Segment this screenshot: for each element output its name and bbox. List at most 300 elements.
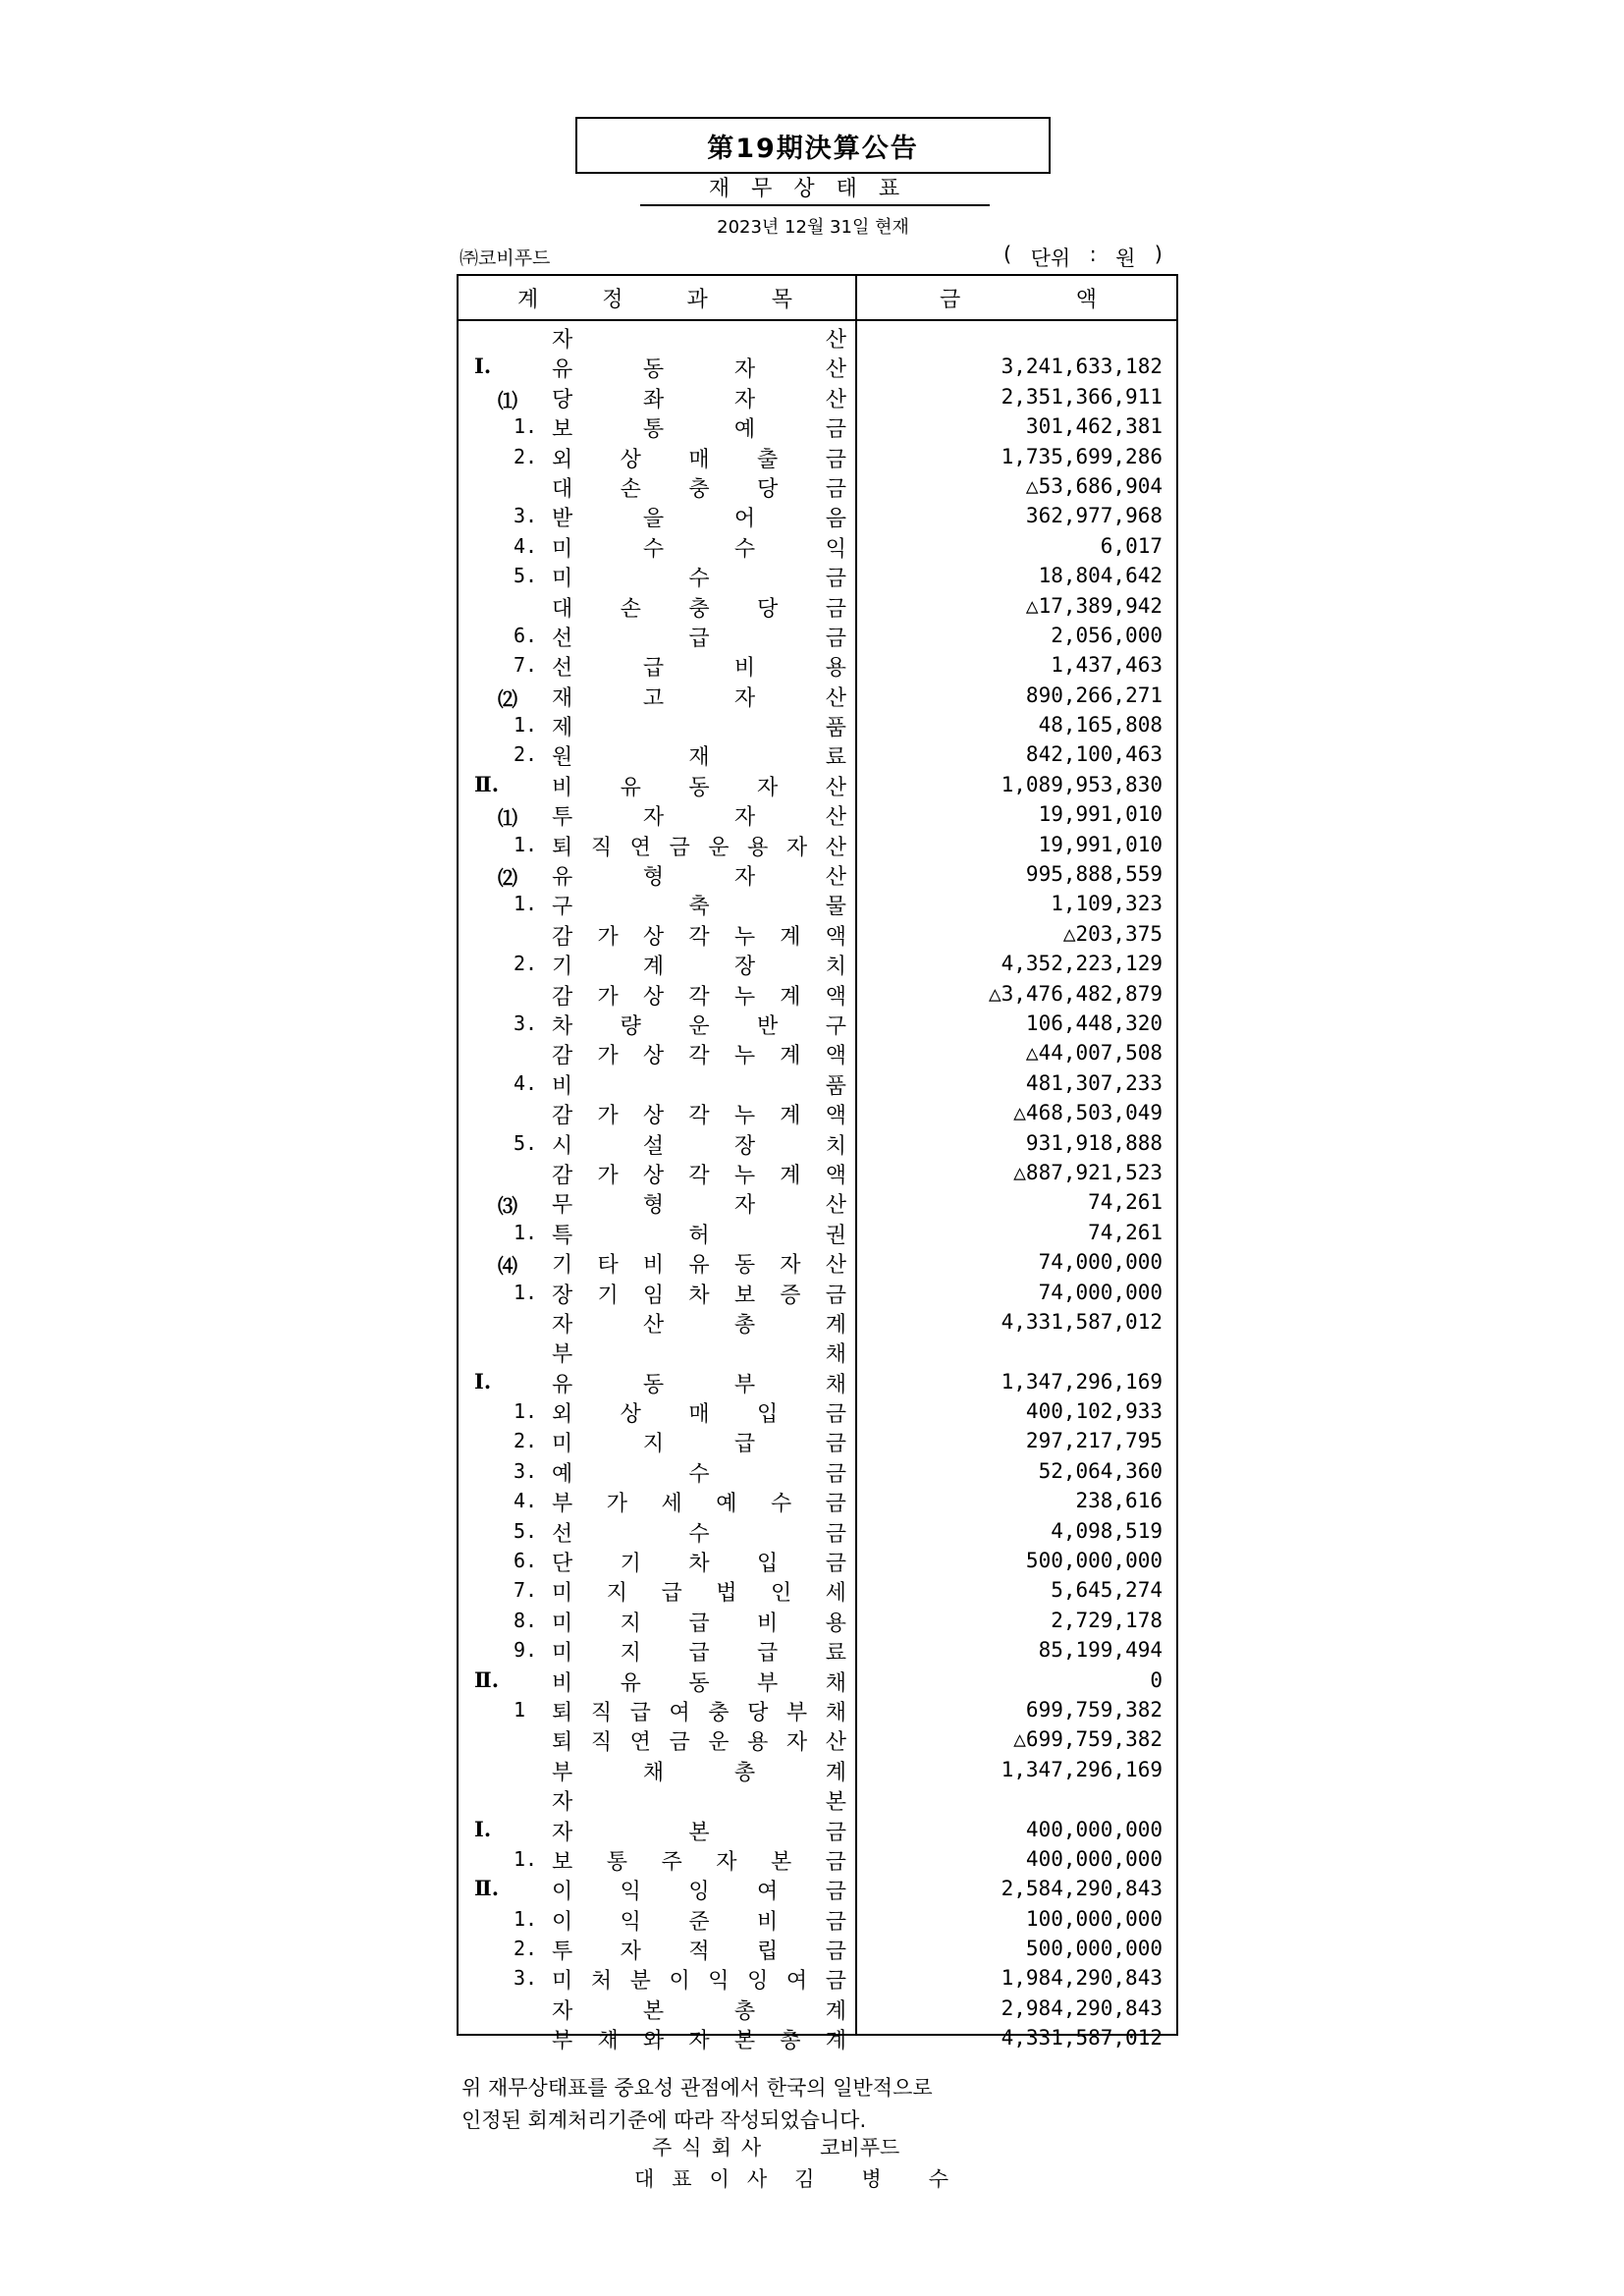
account-label-char: 예 [716, 1492, 737, 1517]
account-label-char: 운 [708, 835, 730, 860]
account-label-char: 임 [642, 1283, 665, 1308]
table-row [459, 2022, 1176, 2054]
account-label-char: 물 [825, 895, 846, 920]
account-label-char: 대 [552, 476, 573, 502]
account-label-char: 받 [552, 507, 573, 532]
account-label-char: 자 [785, 835, 808, 860]
amount-cell: 2,584,290,843 [1001, 1877, 1163, 1901]
account-label-char: 지 [642, 1432, 665, 1457]
account-label-char: 수 [642, 536, 665, 562]
amount-cell: 19,991,010 [1038, 832, 1163, 856]
account-label-char: 급 [688, 1641, 710, 1667]
account-label-char: 보 [733, 1283, 756, 1308]
amount-cell: 1,089,953,830 [1001, 772, 1163, 796]
account-label-char: 자 [552, 1998, 573, 2024]
account-label-char: 수 [733, 536, 756, 562]
account-label-char: 산 [825, 387, 846, 412]
account-label-char: 가 [606, 1492, 627, 1517]
account-label-char: 계 [780, 924, 801, 950]
table-row [459, 1873, 1176, 1905]
table-row [459, 1097, 1176, 1129]
table-row [459, 888, 1176, 920]
section-roman-numeral: Ⅰ. [474, 1368, 492, 1394]
account-label-char: 산 [825, 357, 846, 383]
amount-cell: 400,102,933 [1025, 1399, 1163, 1424]
account-label-char: 장 [733, 1133, 756, 1159]
item-number: 7. [514, 1578, 538, 1603]
amount-header-char: 액 [1075, 287, 1097, 312]
account-label [552, 1905, 846, 1936]
table-row [459, 1246, 1176, 1279]
unit-char: ( [1003, 243, 1012, 266]
account-label-char: 충 [688, 476, 710, 502]
table-row [459, 441, 1176, 470]
account-label [552, 740, 846, 771]
amount-cell: 2,351,366,911 [1001, 384, 1163, 409]
item-number: 3. [514, 1011, 538, 1035]
table-row [459, 560, 1176, 592]
item-number: 1. [514, 1906, 538, 1931]
account-label-char: 연 [629, 1730, 651, 1756]
account-label-char: 자 [785, 1730, 808, 1756]
account-label-char: 유 [552, 1372, 573, 1397]
amount-cell: 1,347,296,169 [1001, 1757, 1163, 1781]
account-label-char: 산 [825, 1253, 846, 1279]
account-label-char: 용 [747, 1730, 769, 1756]
table-row [459, 470, 1176, 500]
account-label-char: 처 [590, 1969, 613, 1995]
account-label-char: 익 [825, 536, 846, 562]
account-label-char: 재 [688, 745, 710, 771]
item-number: 4. [514, 533, 538, 558]
account-label-char: 보 [552, 1849, 573, 1875]
account-label-char: 금 [669, 1730, 690, 1756]
account-label-char: 각 [688, 924, 710, 950]
account-label [552, 353, 846, 383]
account-label-char: 미 [552, 536, 573, 562]
account-label-char: 부 [785, 1700, 808, 1725]
account-label [552, 831, 846, 861]
account-label [552, 980, 846, 1011]
item-number: 2. [514, 742, 538, 767]
table-row [459, 1425, 1176, 1457]
amount-cell: 400,000,000 [1025, 1846, 1163, 1871]
account-label-char: 투 [552, 1940, 573, 1965]
amount-cell: 1,347,296,169 [1001, 1369, 1163, 1394]
account-label-char: 감 [552, 1044, 573, 1069]
account-label-char: 비 [733, 656, 756, 682]
account-label-char: 상 [642, 984, 665, 1010]
account-label [552, 1576, 846, 1607]
table-row [459, 709, 1176, 741]
account-label-char: 유 [620, 1670, 641, 1696]
account-label-char: 대 [552, 596, 573, 622]
account-label-char: 금 [825, 626, 846, 651]
table-row [459, 1455, 1176, 1485]
account-label [552, 472, 846, 503]
amount-column-header [940, 276, 1097, 319]
amount-cell: 85,199,494 [1038, 1638, 1163, 1663]
account-label-char: 산 [825, 865, 846, 891]
account-label-char: 시 [552, 1133, 573, 1159]
item-number: 2. [514, 444, 538, 468]
account-label-char: 주 [661, 1849, 682, 1875]
section-roman-numeral: Ⅱ. [474, 1876, 500, 1901]
account-label-char: 금 [825, 1552, 846, 1577]
account-label-char: 입 [757, 1402, 779, 1428]
account-label [552, 502, 846, 532]
account-label-char: 구 [825, 1013, 846, 1039]
table-row [459, 1157, 1176, 1186]
table-row [459, 1694, 1176, 1723]
account-label-char: 인 [770, 1581, 792, 1607]
table-row [459, 798, 1176, 831]
account-label-char: 비 [642, 1253, 665, 1279]
account-label-char: 단 [552, 1552, 573, 1577]
account-label-char: 자 [552, 328, 573, 353]
unit-char: 단위 [1030, 246, 1071, 270]
unit-char: 원 [1115, 246, 1136, 270]
account-label-char: 가 [597, 924, 619, 950]
account-label-char: 익 [620, 1880, 641, 1905]
amount-cell: 74,261 [1088, 1190, 1163, 1215]
account-label-char: 어 [733, 507, 756, 532]
table-row [459, 858, 1176, 891]
section-roman-numeral: Ⅰ. [474, 1816, 492, 1841]
account-label-char: 을 [642, 507, 665, 532]
account-label-char: 액 [825, 924, 846, 950]
account-label-char: 충 [688, 596, 710, 622]
account-label-char: 여 [669, 1700, 690, 1725]
account-label-char: 부 [552, 2029, 573, 2054]
section-roman-numeral: Ⅱ. [474, 771, 500, 796]
account-label-char: 음 [825, 507, 846, 532]
account-label-char: 금 [825, 1820, 846, 1845]
balance-sheet-table [457, 274, 1178, 2054]
unit-label [1003, 243, 1163, 272]
item-number: 2. [514, 1429, 538, 1453]
account-label-char: 액 [825, 984, 846, 1010]
table-row [459, 1037, 1176, 1069]
account-header-char: 목 [771, 287, 792, 312]
account-label-char: 기 [597, 1283, 619, 1308]
account-label-char: 이 [552, 1880, 573, 1905]
account-label-char: 상 [642, 1044, 665, 1069]
amount-cell: △3,476,482,879 [988, 981, 1163, 1006]
account-label-char: 자 [757, 775, 779, 800]
account-label [552, 1725, 846, 1756]
item-number: 8. [514, 1608, 538, 1632]
account-label-char: 이 [552, 1909, 573, 1935]
account-label-char: 가 [597, 1044, 619, 1069]
table-row [459, 1783, 1176, 1816]
account-label-char: 채 [825, 1372, 846, 1397]
account-label-char: 운 [708, 1730, 730, 1756]
account-label-char: 누 [733, 924, 756, 950]
item-number: 1. [514, 713, 538, 738]
table-row [459, 948, 1176, 980]
account-label-char: 액 [825, 1104, 846, 1129]
account-label-char: 자 [733, 865, 756, 891]
account-label-char: 선 [552, 656, 573, 682]
account-label-char: 적 [688, 1940, 710, 1965]
account-label [552, 1696, 846, 1726]
account-label-char: 금 [825, 1940, 846, 1965]
item-number: 1. [514, 832, 538, 856]
table-row [459, 1903, 1176, 1933]
account-label-char: 기 [552, 1253, 573, 1279]
ceo-label: 대표이사 [634, 2167, 785, 2191]
account-header-char: 과 [686, 287, 708, 312]
account-label-char: 동 [642, 357, 665, 383]
account-label-char: 퇴 [552, 1730, 573, 1756]
amount-cell: 1,984,290,843 [1001, 1966, 1163, 1991]
account-label-char: 품 [825, 716, 846, 741]
account-label-char: 감 [552, 1104, 573, 1129]
account-label-char: 투 [552, 805, 573, 831]
table-row [459, 1933, 1176, 1965]
account-label-char: 법 [716, 1581, 737, 1607]
account-label [552, 1279, 846, 1309]
account-label [552, 1547, 846, 1577]
amount-cell: 3,241,633,182 [1001, 355, 1163, 379]
account-label-char: 미 [552, 1611, 573, 1636]
account-label-char: 예 [552, 1461, 573, 1487]
item-number: 4. [514, 1070, 538, 1095]
account-label-char: 계 [825, 2029, 846, 2054]
table-row [459, 649, 1176, 682]
account-label-char: 당 [747, 1700, 769, 1725]
account-label-char: 분 [629, 1969, 651, 1995]
account-label-char: 부 [552, 1342, 573, 1368]
account-label-char: 형 [642, 1193, 665, 1219]
account-label [552, 1069, 846, 1100]
subsection-number: ⑴ [498, 806, 517, 831]
account-label-char: 자 [552, 1312, 573, 1338]
account-label-char: 재 [552, 685, 573, 711]
account-label-char: 자 [552, 1820, 573, 1845]
account-label-char: 누 [733, 1104, 756, 1129]
account-label [552, 1457, 846, 1488]
account-label-char: 유 [688, 1253, 710, 1279]
amount-cell: 4,331,587,012 [1001, 1309, 1163, 1334]
account-label [552, 1099, 846, 1129]
table-row [459, 530, 1176, 560]
account-label-char: 미 [552, 1641, 573, 1667]
account-label-char: 계 [780, 1044, 801, 1069]
account-label-char: 각 [688, 984, 710, 1010]
account-label-char: 채 [597, 2029, 619, 2054]
amount-cell: △53,686,904 [1025, 473, 1163, 498]
item-number: 1 [514, 1697, 526, 1722]
item-number: 1. [514, 1399, 538, 1424]
table-row [459, 1277, 1176, 1306]
table-row [459, 1574, 1176, 1607]
unit-char: ) [1154, 243, 1163, 266]
account-label-char: 직 [590, 835, 613, 860]
subsection-number: ⑵ [498, 866, 517, 891]
account-label-char: 구 [552, 895, 573, 920]
account-label-char: 장 [733, 955, 756, 980]
account-label [552, 711, 846, 741]
account-label-char: 기 [552, 955, 573, 980]
amount-cell: 301,462,381 [1025, 414, 1163, 439]
account-label-char: 유 [552, 865, 573, 891]
footer-line-1: 위 재무상태표를 중요성 관점에서 한국의 일반적으로 [461, 2076, 933, 2100]
account-label-char: 계 [825, 1760, 846, 1785]
account-label-char: 액 [825, 1163, 846, 1188]
table-row [459, 1395, 1176, 1428]
amount-cell: 1,735,699,286 [1001, 444, 1163, 468]
account-label-char: 비 [552, 775, 573, 800]
account-label-char: 급 [688, 1611, 710, 1636]
amount-cell: △699,759,382 [1013, 1727, 1163, 1752]
account-label [552, 1039, 846, 1069]
document-title: 第19期決算公告 [575, 117, 1051, 174]
amount-cell: 74,000,000 [1038, 1250, 1163, 1275]
account-label-char: 용 [825, 656, 846, 682]
account-label [552, 1935, 846, 1965]
table-row [459, 1067, 1176, 1097]
amount-cell: 238,616 [1075, 1489, 1163, 1513]
account-label-char: 상 [620, 447, 641, 472]
account-label-char: 가 [597, 984, 619, 1010]
subsection-number: ⑵ [498, 686, 517, 711]
account-label-char: 산 [825, 805, 846, 831]
account-label-char: 미 [552, 1969, 573, 1995]
table-row [459, 1485, 1176, 1517]
account-header-char: 계 [517, 287, 539, 312]
account-label-char: 비 [552, 1073, 573, 1099]
amount-cell: 4,352,223,129 [1001, 952, 1163, 976]
item-number: 3. [514, 504, 538, 528]
account-label-char: 각 [688, 1163, 710, 1188]
account-label [552, 1248, 846, 1279]
account-label-char: 익 [620, 1909, 641, 1935]
account-label-char: 금 [825, 476, 846, 502]
account-label-char: 본 [642, 1998, 665, 2024]
amount-cell: 2,056,000 [1051, 623, 1163, 647]
account-label [552, 592, 846, 623]
account-label-char: 급 [733, 1432, 756, 1457]
table-row [459, 620, 1176, 649]
item-number: 6. [514, 1549, 538, 1573]
account-label-char: 세 [825, 1581, 846, 1607]
item-number: 1. [514, 414, 538, 439]
account-label-char: 자 [733, 387, 756, 412]
account-label-char: 손 [620, 476, 641, 502]
amount-cell: 297,217,795 [1025, 1429, 1163, 1453]
account-label-char: 금 [825, 596, 846, 622]
account-label-char: 본 [770, 1849, 792, 1875]
account-label-char: 금 [825, 1492, 846, 1517]
amount-cell: 890,266,271 [1025, 683, 1163, 707]
account-label-char: 립 [757, 1940, 779, 1965]
item-number: 7. [514, 653, 538, 678]
account-label-char: 본 [688, 1820, 710, 1845]
account-label-char: 본 [825, 1790, 846, 1816]
account-label-char: 차 [552, 1013, 573, 1039]
account-label-char: 자 [642, 805, 665, 831]
account-label [552, 1756, 846, 1786]
amount-cell: 0 [1150, 1667, 1163, 1692]
table-row [459, 1754, 1176, 1783]
table-row [459, 351, 1176, 383]
account-label-char: 손 [620, 596, 641, 622]
account-label-char: 계 [780, 984, 801, 1010]
item-number: 1. [514, 892, 538, 916]
account-label-char: 외 [552, 1402, 573, 1428]
company-name: ㈜코비푸드 [460, 247, 551, 269]
account-label-char: 각 [688, 1104, 710, 1129]
account-label-char: 보 [552, 417, 573, 443]
account-label [552, 1816, 846, 1846]
amount-cell: 18,804,642 [1038, 564, 1163, 588]
account-label-char: 용 [747, 835, 769, 860]
ceo-signature [634, 2163, 996, 2193]
account-label [552, 1487, 846, 1517]
account-label-char: 가 [597, 1163, 619, 1188]
account-label-char: 수 [688, 567, 710, 592]
statement-date: 2023년 12월 31일 현재 [717, 217, 909, 238]
table-row [459, 680, 1176, 709]
account-label-char: 지 [606, 1581, 627, 1607]
account-label-char: 수 [688, 1521, 710, 1547]
item-number: 5. [514, 1130, 538, 1155]
account-label-char: 금 [825, 1402, 846, 1428]
account-label-char: 자 [552, 1790, 573, 1816]
item-number: 2. [514, 1937, 538, 1961]
amount-cell: 4,098,519 [1051, 1518, 1163, 1543]
account-label-char: 자 [780, 1253, 801, 1279]
account-label-char: 급 [688, 626, 710, 651]
table-row [459, 769, 1176, 798]
account-label [552, 1875, 846, 1905]
amount-cell: 52,064,360 [1038, 1458, 1163, 1483]
account-label-char: 상 [620, 1402, 641, 1428]
account-label-char: 특 [552, 1223, 573, 1248]
account-label-char: 부 [552, 1492, 573, 1517]
subsection-number: ⑷ [498, 1254, 517, 1279]
statement-subtitle: 재무상태표 [640, 175, 990, 206]
amount-cell: 400,000,000 [1025, 1817, 1163, 1841]
account-label-char: 잉 [688, 1880, 710, 1905]
account-label-char: 계 [780, 1163, 801, 1188]
account-label-char: 누 [733, 984, 756, 1010]
item-number: 2. [514, 952, 538, 976]
account-label-char: 퇴 [552, 835, 573, 860]
table-row [459, 1186, 1176, 1219]
item-number: 5. [514, 564, 538, 588]
corporation-label: 주식회사 [652, 2136, 772, 2159]
account-label-char: 총 [733, 1998, 756, 2024]
account-label-char: 계 [825, 1312, 846, 1338]
account-label-char: 금 [825, 417, 846, 443]
account-label-char: 무 [552, 1193, 573, 1219]
account-label-char: 제 [552, 716, 573, 741]
amount-cell: 481,307,233 [1025, 1070, 1163, 1095]
account-label-char: 비 [757, 1909, 779, 1935]
table-row [459, 918, 1176, 948]
account-label-char: 료 [825, 1641, 846, 1667]
corporation-signature [652, 2132, 899, 2161]
item-number: 1. [514, 1846, 538, 1871]
account-label-char: 지 [620, 1611, 641, 1636]
account-label-char: 금 [825, 447, 846, 472]
account-label-char: 산 [825, 328, 846, 353]
account-label [552, 890, 846, 920]
table-rows [459, 321, 1176, 2052]
